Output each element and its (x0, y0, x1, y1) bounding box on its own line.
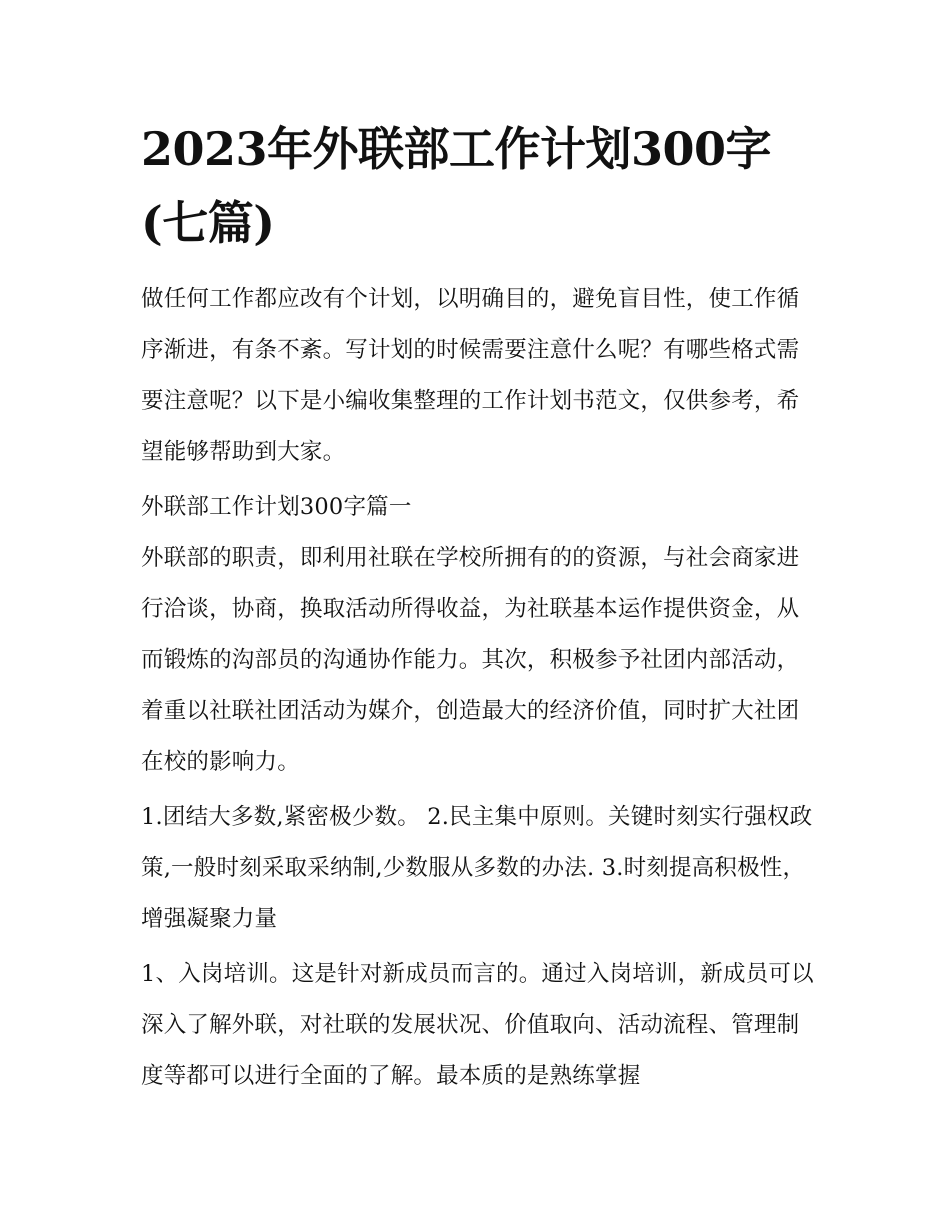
body-paragraph: 1、入岗培训。这是针对新成员而言的。通过入岗培训，新成员可以深入了解外联，对社联的发展状况、价值取向、活动流程、管理制度等都可以进行全面的了解。最本质的是熟练掌握 (141, 961, 814, 1089)
body-paragraph: 1.团结大多数,紧密极少数。 2.民主集中原则。关键时刻实行强权政策,一般时刻采取采纳制,少数服从多数的办法. 3.时刻提高积极性，增强凝聚力量 (141, 804, 813, 932)
intro-paragraph: 做任何工作都应改有个计划，以明确目的，避免盲目性，使工作循序渐进，有条不紊。写计划的时候需要注意什么呢？有哪些格式需要注意呢？以下是小编收集整理的工作计划书范文，仅供参考，希望能够帮助到大家。 (141, 286, 800, 465)
body-paragraph: 外联部的职责，即利用社联在学校所拥有的的资源，与社会商家进行洽谈，协商，换取活动所得收益，为社联基本运作提供资金，从而锻炼的沟部员的沟通协作能力。其次，积极参予社团内部活动，着重以社联社团活动为媒介，创造最大的经济价值，同时扩大社团在校的影响力。 (141, 545, 800, 775)
document-title: 2023年外联部工作计划300字(七篇) (141, 122, 772, 250)
section-heading: 外联部工作计划300字篇一 (141, 494, 412, 520)
document-page (141, 112, 821, 1106)
